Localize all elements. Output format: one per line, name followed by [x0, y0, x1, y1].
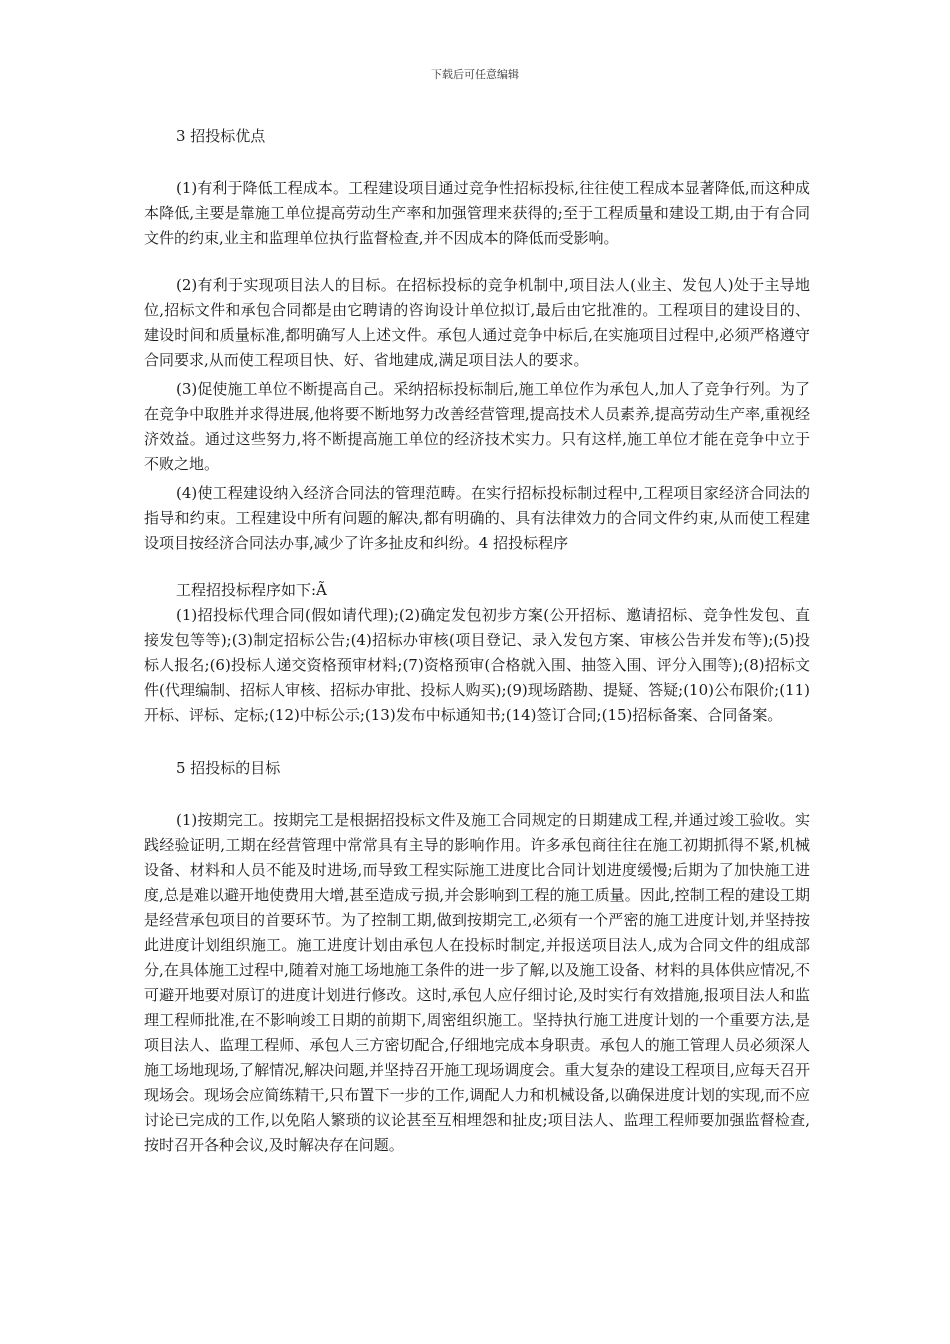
section-3-paragraph-1: (1)有利于降低工程成本。工程建设项目通过竞争性招标投标,往往使工程成本显著降低,而这种成本降低,主要是靠施工单位提高劳动生产率和加强管理来获得的;至于工程质量和建设工期,由于有合同文件的约束,业主和监理单位执行监督检查,并不因成本的降低而受影响。: [144, 179, 810, 247]
document-body: [144, 118, 810, 1158]
section-3-paragraph-4: (4)使工程建设纳入经济合同法的管理范畴。在实行招标投标制过程中,工程项目家经济合同法的指导和约束。工程建设中所有问题的解决,都有明确的、具有法律效力的合同文件约束,从而使工程建设项目按经济合同法办事,减少了许多扯皮和纠纷。4 招投标程序: [144, 484, 810, 552]
section-4-procedure-list: (1)招投标代理合同(假如请代理);(2)确定发包初步方案(公开招标、邀请招标、竞争性发包、直接发包等等);(3)制定招标公告;(4)招标办审核(项目登记、录入发包方案、审核公告并发布等);(5)投标人报名;(6)投标人递交资格预审材料;(7)资格预审(合格就入围、抽签入围、评分入围等);(8)招标文件(代理编制、招标人审核、招标办审批、投标人购买);(9)现场踏勘、提疑、答疑;(10)公布限价;(11)开标、评标、定标;(12)中标公示;(13)发布中标通知书;(14)签订合同;(15)招标备案、合同备案。: [144, 606, 810, 724]
section-5-paragraph-1: (1)按期完工。按期完工是根据招投标文件及施工合同规定的日期建成工程,并通过竣工验收。实践经验证明,工期在经营管理中常常具有主导的影响作用。许多承包商往往在施工初期抓得不紧,机械设备、材料和人员不能及时进场,而导致工程实际施工进度比合同计划进度缓慢;后期为了加快施工进度,总是难以避开地使费用大增,甚至造成亏损,并会影响到工程的施工质量。因此,控制工程的建设工期是经营承包项目的首要环节。为了控制工期,做到按期完工,必须有一个严密的施工进度计划,并坚持按此进度计划组织施工。施工进度计划由承包人在投标时制定,并报送项目法人,成为合同文件的组成部分,在具体施工过程中,随着对施工场地施工条件的进一步了解,以及施工设备、材料的具体供应情况,不可避开地要对原订的进度计划进行修改。这时,承包人应仔细讨论,及时实行有效措施,报项目法人和监理工程师批准,在不影响竣工日期的前期下,周密组织施工。坚持执行施工进度计划的一个重要方法,是项目法人、监理工程师、承包人三方密切配合,仔细地完成本身职责。承包人的施工管理人员必须深人施工场地现场,了解情况,解决问题,并坚持召开施工现场调度会。重大复杂的建设工程项目,应每天召开现场会。现场会应简练精干,只布置下一步的工作,调配人力和机械设备,以确保进度计划的实现,而不应讨论已完成的工作,以免陷人繁琐的议论甚至互相埋怨和扯皮;项目法人、监理工程师要加强监督检查,按时召开各种会议,及时解决存在问题。: [144, 811, 810, 1154]
section-3-paragraph-3: (3)促使施工单位不断提高自己。采纳招标投标制后,施工单位作为承包人,加人了竞争行列。为了在竞争中取胜并求得进展,他将要不断地努力改善经营管理,提高技术人员素养,提高劳动生产率,重视经济效益。通过这些努力,将不断提高施工单位的经济技术实力。只有这样,施工单位才能在竞争中立于不败之地。: [144, 380, 810, 473]
page-header-note: 下载后可任意编辑: [431, 68, 519, 81]
section-3-title: 3 招投标优点: [176, 127, 266, 145]
section-3-paragraph-2: (2)有利于实现项目法人的目标。在招标投标的竞争机制中,项目法人(业主、发包人)处于主导地位,招标文件和承包合同都是由它聘请的咨询设计单位拟订,最后由它批准的。工程项目的建设目的、建设时间和质量标准,都明确写人上述文件。承包人通过竞争中标后,在实施项目过程中,必须严格遵守合同要求,从而使工程项目快、好、省地建成,满足项目法人的要求。: [144, 276, 810, 369]
section-5-title: 5 招投标的目标: [176, 759, 281, 777]
section-4-intro: 工程招投标程序如下:Ã: [176, 581, 327, 599]
